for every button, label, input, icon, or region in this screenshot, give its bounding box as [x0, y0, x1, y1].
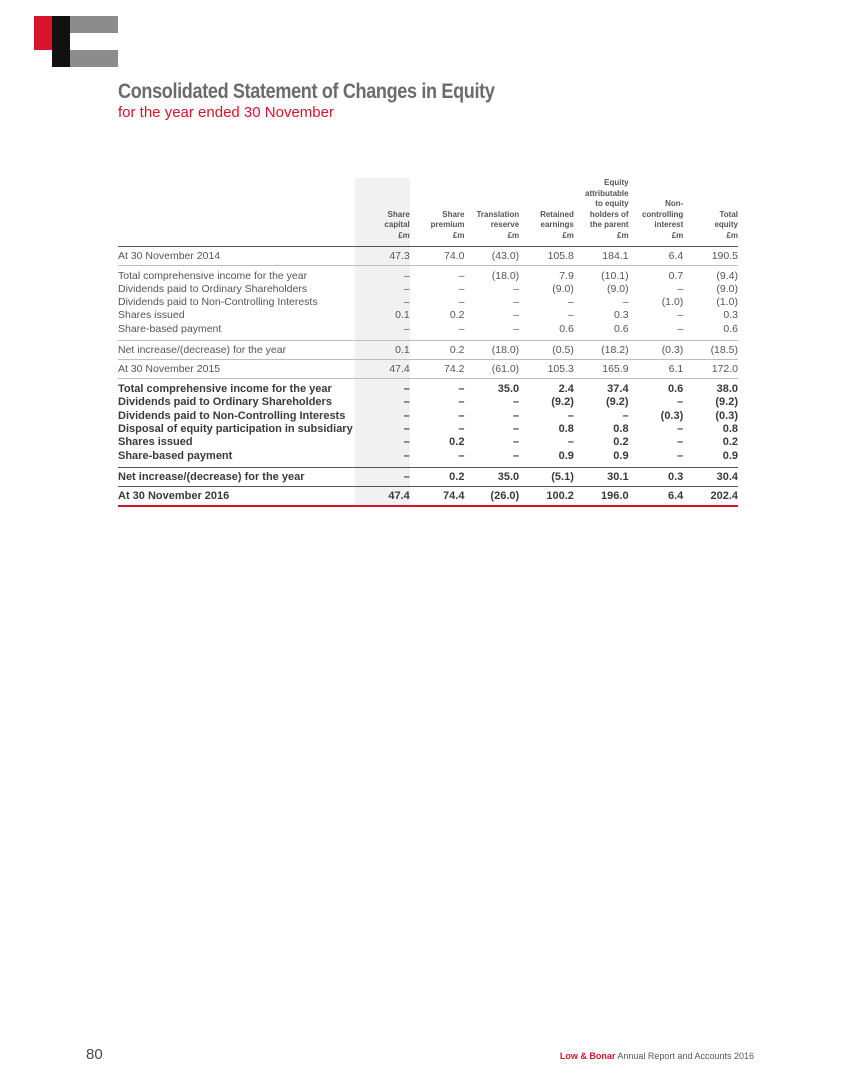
value-cell: (9.0) [716, 282, 738, 295]
col-header-line: £m [507, 230, 520, 240]
col-header-line: holders of [589, 209, 629, 219]
col-header-line: Non- [665, 199, 684, 209]
col-header [410, 178, 465, 246]
table-row [118, 341, 738, 360]
col-header-line: Equity [604, 178, 629, 187]
value-cell: – [629, 323, 684, 341]
value-cell: 35.0 [464, 467, 519, 486]
value-cell: – [513, 296, 520, 309]
row-label: Dividends paid to Non-Controlling Interests [118, 296, 318, 309]
value-cell: 47.4 [355, 360, 410, 379]
value-cell: – [464, 450, 519, 468]
value-cell: – [355, 467, 410, 486]
value-cell: 0.9 [683, 450, 738, 468]
value-cell: – [355, 396, 410, 409]
value-cell: (0.3) [629, 341, 684, 360]
col-header [355, 178, 410, 246]
value-cell: – [355, 379, 410, 397]
value-cell: – [458, 383, 465, 396]
value-cell: 38.0 [716, 383, 738, 396]
table-row [118, 423, 738, 436]
value-cell: 0.1 [355, 341, 410, 360]
table-row [118, 467, 738, 486]
value-cell: – [355, 410, 410, 423]
page-heading [118, 80, 556, 121]
row-label: Shares issued [118, 309, 185, 322]
value-cell: 0.3 [629, 467, 684, 486]
value-cell: (9.2) [605, 396, 629, 409]
value-cell: 6.1 [629, 360, 684, 379]
company-logo-mark [34, 16, 124, 68]
value-cell: – [568, 296, 574, 309]
value-cell: 74.2 [410, 360, 465, 379]
col-header-line: £m [398, 230, 410, 240]
col-header-line: £m [617, 230, 629, 240]
value-cell: (0.3) [715, 409, 738, 422]
value-cell: (61.0) [464, 360, 519, 379]
value-cell: 74.4 [410, 486, 465, 506]
col-header-line: attributable [585, 188, 629, 198]
table-row [118, 309, 738, 322]
value-cell: 0.2 [410, 341, 465, 360]
value-cell: 0.6 [574, 323, 629, 341]
col-header-line: earnings [540, 220, 574, 230]
value-cell: – [355, 423, 410, 436]
value-cell: 0.2 [722, 436, 738, 449]
value-cell: 0.3 [613, 309, 629, 322]
table-row [118, 436, 738, 449]
value-cell: – [567, 409, 574, 422]
col-header-line: Share [387, 209, 410, 219]
col-header-line: £m [671, 230, 684, 240]
value-cell: 30.4 [683, 467, 738, 486]
row-label: Dividends paid to Ordinary Shareholders [118, 396, 332, 409]
value-cell: 30.1 [574, 467, 629, 486]
table-header-row [118, 178, 738, 246]
value-cell: 0.7 [668, 269, 684, 282]
value-cell: – [464, 323, 519, 341]
table-row [118, 396, 738, 409]
value-cell: 7.9 [559, 269, 574, 282]
row-label: At 30 November 2016 [118, 486, 355, 506]
value-cell: (9.4) [716, 269, 738, 282]
row-label: Shares issued [118, 436, 193, 449]
value-cell: – [458, 282, 465, 295]
value-cell: 190.5 [683, 246, 738, 265]
value-cell: – [677, 396, 684, 409]
value-cell: – [622, 296, 629, 309]
col-header-line: Retained [540, 209, 574, 219]
value-cell: 6.4 [629, 246, 684, 265]
value-cell: – [629, 450, 684, 468]
row-label: At 30 November 2015 [118, 360, 355, 379]
value-cell: 100.2 [519, 486, 574, 506]
value-cell: – [355, 450, 410, 468]
value-cell: 37.4 [607, 383, 629, 396]
value-cell: 0.3 [723, 309, 738, 322]
value-cell: – [677, 282, 684, 295]
value-cell: 35.0 [497, 383, 520, 396]
table-row [118, 486, 738, 506]
value-cell: (26.0) [464, 486, 519, 506]
footer-brand: Low & Bonar [559, 1051, 616, 1061]
row-label: Dividends paid to Non-Controlling Interests [118, 409, 346, 422]
footer-report-title [560, 1051, 754, 1061]
value-cell: 0.2 [410, 467, 465, 486]
col-header-line: £m [562, 230, 574, 240]
value-cell: – [513, 282, 520, 295]
value-cell: – [568, 309, 574, 322]
value-cell: 105.3 [519, 360, 574, 379]
row-label: Net increase/(decrease) for the year [118, 467, 355, 486]
col-header-line: reserve [490, 220, 520, 230]
row-label: Net increase/(decrease) for the year [118, 341, 355, 360]
header-label-cell [118, 178, 355, 246]
row-label: At 30 November 2014 [118, 246, 355, 265]
value-cell: – [458, 422, 465, 435]
col-header-line: premium [430, 220, 465, 230]
value-cell: (9.0) [606, 282, 629, 295]
table-row [118, 296, 738, 309]
value-cell: – [355, 436, 410, 449]
value-cell: 6.4 [629, 486, 684, 506]
footer-report-name: Annual Report and Accounts 2016 [615, 1051, 754, 1061]
col-header [629, 178, 684, 246]
table-row [118, 360, 738, 379]
value-cell: – [677, 309, 684, 322]
value-cell: 0.6 [683, 323, 738, 341]
value-cell: (9.0) [552, 282, 574, 295]
value-cell: – [355, 265, 410, 283]
value-cell: 74.0 [410, 246, 465, 265]
value-cell: 0.2 [449, 436, 465, 449]
table-section-2016 [118, 379, 738, 506]
equity-table [118, 178, 738, 507]
table-row [118, 410, 738, 423]
value-cell: (43.0) [464, 246, 519, 265]
col-header-line: £m [726, 230, 738, 240]
value-cell: – [355, 323, 410, 341]
value-cell: (18.2) [574, 341, 629, 360]
value-cell: – [458, 409, 465, 422]
value-cell: 0.8 [558, 422, 574, 435]
value-cell: – [410, 323, 465, 341]
value-cell: (10.1) [601, 269, 629, 282]
value-cell: 196.0 [574, 486, 629, 506]
value-cell: 0.6 [519, 323, 574, 341]
value-cell: 0.8 [613, 422, 629, 435]
value-cell: – [458, 296, 465, 309]
table-row [118, 323, 738, 341]
value-cell: (9.2) [551, 396, 574, 409]
value-cell: 47.3 [355, 246, 410, 265]
value-cell: – [458, 396, 465, 409]
value-cell: – [513, 309, 520, 322]
page-title: Consolidated Statement of Changes in Equity [118, 80, 495, 103]
col-header-line: Translation [476, 209, 520, 219]
value-cell: – [677, 422, 684, 435]
value-cell: (0.5) [519, 341, 574, 360]
value-cell: 0.9 [574, 450, 629, 468]
row-label: Dividends paid to Ordinary Shareholders [118, 282, 308, 295]
page-subtitle: for the year ended 30 November [118, 104, 334, 121]
value-cell: – [355, 283, 410, 296]
table-section-2015 [118, 246, 738, 378]
value-cell: 0.9 [519, 450, 574, 468]
value-cell: 2.4 [558, 383, 574, 396]
value-cell: 105.8 [519, 246, 574, 265]
value-cell: (5.1) [519, 467, 574, 486]
value-cell: – [513, 409, 520, 422]
value-cell: 0.8 [722, 422, 738, 435]
value-cell: 172.0 [683, 360, 738, 379]
value-cell: (18.0) [491, 269, 520, 282]
value-cell: 0.2 [449, 309, 465, 322]
col-header-line: £m [452, 230, 465, 240]
col-header-line: the parent [589, 220, 629, 230]
col-header-line: capital [384, 220, 410, 230]
value-cell: – [410, 450, 465, 468]
value-cell: – [513, 396, 520, 409]
row-label: Share-based payment [118, 323, 355, 341]
value-cell: (18.0) [464, 341, 519, 360]
col-header [464, 178, 519, 246]
col-header-line: Share [442, 209, 465, 219]
col-header [683, 178, 738, 246]
col-header [519, 178, 574, 246]
value-cell: 184.1 [574, 246, 629, 265]
col-header-line: to equity [595, 199, 629, 209]
value-cell: – [513, 422, 520, 435]
table-row [118, 283, 738, 296]
value-cell: – [513, 436, 520, 449]
value-cell: 202.4 [683, 486, 738, 506]
value-cell: (1.0) [716, 296, 738, 309]
value-cell: 165.9 [574, 360, 629, 379]
row-label: Total comprehensive income for the year [118, 383, 332, 396]
value-cell: – [355, 296, 410, 309]
value-cell: 47.4 [355, 486, 410, 506]
value-cell: – [622, 409, 629, 422]
table-row [118, 265, 738, 283]
value-cell: (0.3) [660, 409, 684, 422]
col-header-line: controlling [641, 209, 684, 219]
col-header-line: equity [714, 220, 738, 230]
value-cell: 0.6 [667, 383, 684, 396]
value-cell: (1.0) [661, 296, 684, 309]
value-cell: – [567, 436, 574, 449]
table-row [118, 379, 738, 397]
value-cell: – [458, 269, 465, 282]
table-row [118, 450, 738, 468]
col-header [574, 178, 629, 246]
value-cell: (18.5) [683, 341, 738, 360]
col-header-line: interest [654, 220, 684, 230]
row-label: Total comprehensive income for the year [118, 269, 308, 282]
value-cell: 0.2 [613, 436, 629, 449]
value-cell: – [677, 436, 684, 449]
page-number: 80 [86, 1046, 103, 1063]
value-cell: (9.2) [715, 396, 738, 409]
value-cell: 0.1 [355, 309, 410, 322]
col-header-line: Total [719, 209, 738, 219]
table-row [118, 246, 738, 265]
row-label: Disposal of equity participation in subsidiary [118, 422, 353, 435]
row-label: Share-based payment [118, 450, 355, 468]
